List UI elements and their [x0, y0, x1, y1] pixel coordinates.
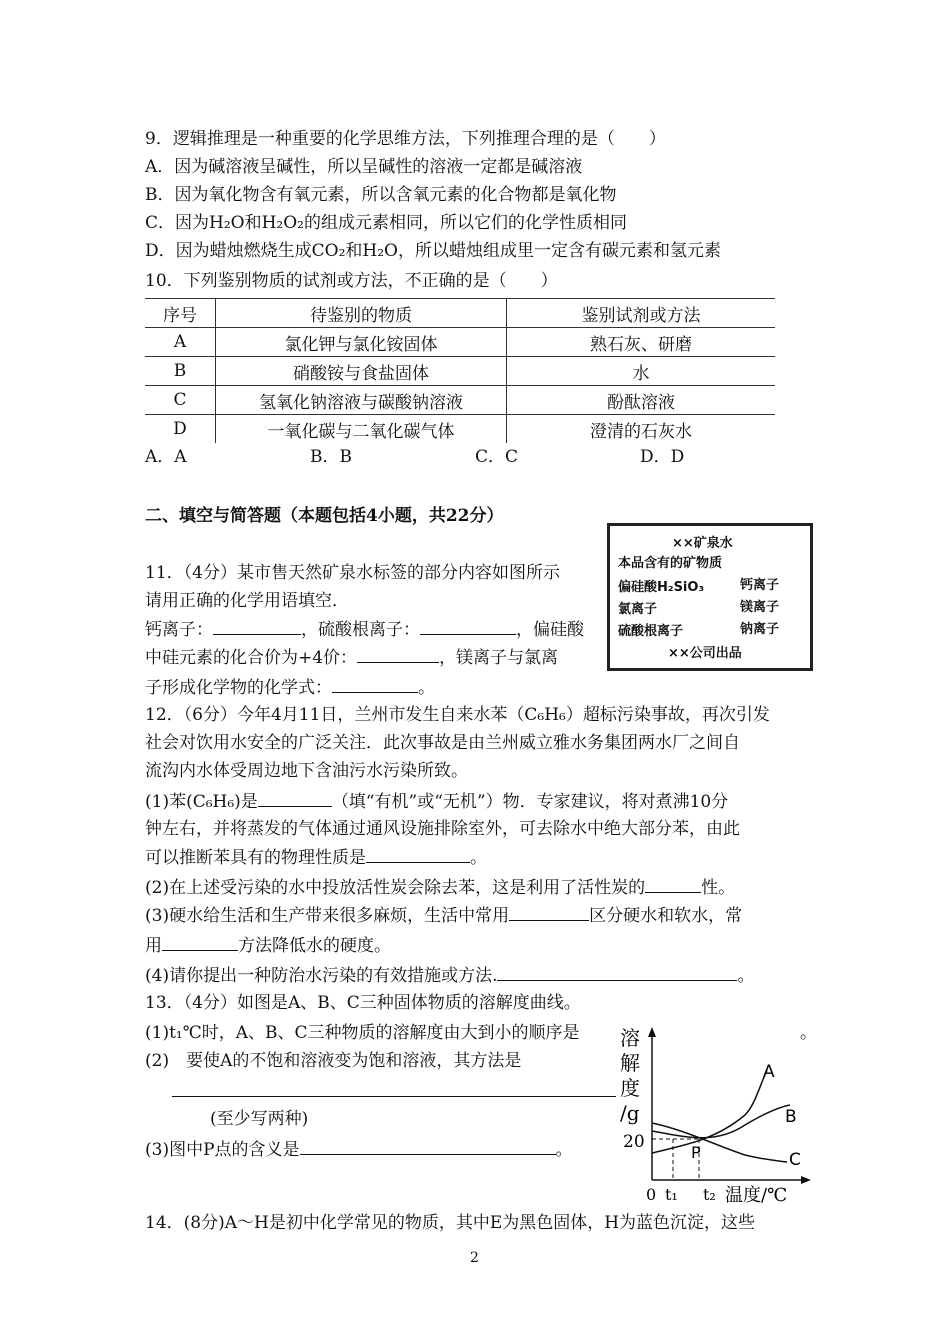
table-row [145, 357, 775, 386]
q10-table [145, 298, 775, 443]
label-footer: ××公司出品 [668, 646, 742, 661]
table-header: 待鉴别的物质 [216, 299, 507, 328]
text: (4)请你提出一种防治水污染的有效措施或方法. [145, 966, 498, 986]
page-number: 2 [470, 1250, 479, 1266]
answer-blank[interactable] [497, 964, 737, 981]
answer-blank[interactable] [213, 618, 301, 635]
q12-p1-line2: 钟左右，并将蒸发的气体通过通风设施排除室外，可去除水中绝大部分苯，由此 [145, 819, 740, 839]
table-cell: 硝酸铵与食盐固体 [216, 357, 507, 386]
text: 用 [145, 936, 162, 956]
answer-blank[interactable] [645, 876, 701, 893]
q10-option-c: C．C [475, 447, 519, 467]
q13-p1-end: 。 [800, 1023, 817, 1043]
q10-option-d: D．D [640, 447, 685, 467]
text: 中硅元素的化合价为+4价： [145, 648, 358, 668]
answer-blank[interactable] [258, 790, 332, 807]
text: 方法降低水的硬度。 [238, 936, 391, 956]
table-header: 序号 [145, 299, 216, 328]
t2-label: t₂ [703, 1185, 716, 1204]
table-cell: 氯化钾与氯化铵固体 [216, 328, 507, 357]
q12-p3-line1 [145, 904, 742, 927]
table-cell: 酚酞溶液 [507, 386, 776, 415]
text: 。 [555, 1140, 573, 1160]
text: (3)图中P点的含义是 [145, 1140, 300, 1160]
q14-line1: 14．(8分)A～H是初中化学常见的物质，其中E为黑色固体，H为蓝色沉淀，这些 [145, 1213, 756, 1233]
q11-line5 [145, 676, 435, 699]
q12-p1-line1 [145, 790, 728, 813]
text: 。 [470, 848, 487, 868]
text: 性。 [701, 878, 736, 898]
x-axis-label: 温度/℃ [725, 1185, 788, 1206]
text: 子形成化学物的化学式： [145, 678, 332, 698]
table-cell: 氢氧化钠溶液与碳酸钠溶液 [216, 386, 507, 415]
table-cell: 水 [507, 357, 776, 386]
curve-a-label: A [763, 1062, 775, 1082]
table-row [145, 328, 775, 357]
answer-blank[interactable] [420, 618, 516, 635]
text: 钙离子： [145, 620, 213, 640]
text: 区分硬水和软水，常 [589, 906, 743, 926]
q11-line2: 请用正确的化学用语填空． [145, 591, 349, 611]
y-axis-label: 度 [620, 1076, 640, 1100]
origin-label: 0 [646, 1185, 657, 1204]
q12-p1-line3 [145, 846, 487, 869]
table-header: 鉴别试剂或方法 [507, 299, 776, 328]
y-axis-arrow [648, 1027, 656, 1037]
curve-c [652, 1123, 787, 1162]
text: 可以推断苯具有的物理性质是 [145, 848, 366, 868]
table-cell: C [145, 386, 216, 415]
curve-c-label: C [789, 1150, 801, 1170]
q12-line2: 社会对饮用水安全的广泛关注．此次事故是由兰州威立雅水务集团两水厂之间自 [145, 733, 740, 753]
answer-blank[interactable] [332, 676, 418, 693]
q13-p2-note: (至少写两种) [210, 1109, 309, 1129]
label-title: ××矿泉水 [672, 536, 733, 551]
table-cell: A [145, 328, 216, 357]
answer-blank[interactable] [162, 934, 238, 951]
q9-option-d: D．因为蜡烛燃烧生成CO₂和H₂O，所以蜡烛组成里一定含有碳元素和氢元素 [145, 241, 721, 261]
curve-b [652, 1105, 790, 1138]
q12-p4 [145, 964, 754, 987]
text: 。 [737, 966, 755, 986]
label-item: 钙离子 [740, 578, 780, 593]
q9-option-c: C．因为H₂O和H₂O₂的组成元素相同，所以它们的化学性质相同 [145, 213, 627, 233]
table-row [145, 386, 775, 415]
text: ，硫酸根离子： [301, 620, 420, 640]
text: (1)苯(C₆H₆)是 [145, 792, 258, 812]
table-header-row [145, 299, 775, 328]
q12-line1: 12．（6分）今年4月11日，兰州市发生自来水苯（C₆H₆）超标污染事故，再次引发 [145, 705, 770, 725]
table-row [145, 415, 775, 444]
table-cell: 澄清的石灰水 [507, 415, 776, 444]
q10-option-b: B．B [310, 447, 352, 467]
q9-stem: 9．逻辑推理是一种重要的化学思维方法，下列推理合理的是（ ） [145, 129, 666, 149]
mineral-water-label [607, 523, 813, 671]
section-title: 二、填空与简答题（本题包括4小题，共22分） [145, 506, 504, 526]
t1-label: t₁ [665, 1185, 678, 1204]
y-axis-label: 溶 [620, 1026, 640, 1050]
curve-a [652, 1070, 767, 1153]
y-axis-label: /g [620, 1101, 640, 1125]
label-item: 镁离子 [740, 600, 780, 615]
label-item: 氯离子 [618, 602, 658, 617]
table-cell: D [145, 415, 216, 444]
q9-option-a: A．因为碱溶液呈碱性，所以呈碱性的溶液一定都是碱溶液 [145, 157, 583, 177]
q10-option-a: A．A [145, 447, 187, 467]
q13-p2: (2) 要使A的不饱和溶液变为饱和溶液，其方法是 [145, 1051, 522, 1071]
text: 。 [418, 678, 435, 698]
text: ，偏硅酸 [516, 620, 584, 640]
x-axis-arrow [801, 1176, 811, 1184]
text: (3)硬水给生活和生产带来很多麻烦，生活中常用 [145, 906, 510, 926]
q13-p3 [145, 1138, 573, 1161]
q12-line3: 流沟内水体受周边地下含油污水污染所致。 [145, 761, 468, 781]
text: （填“有机”或“无机”）物．专家建议，将对煮沸10分 [331, 792, 729, 812]
point-p-label: P [691, 1143, 701, 1162]
answer-blank[interactable] [509, 904, 589, 921]
q13-stem: 13．（4分）如图是A、B、C三种固体物质的溶解度曲线。 [145, 993, 581, 1013]
label-subtitle: 本品含有的矿物质 [618, 556, 723, 571]
y-axis-label: 解 [620, 1051, 640, 1075]
answer-blank[interactable] [300, 1138, 556, 1155]
text: (2)在上述受污染的水中投放活性炭会除去苯，这是利用了活性炭的 [145, 878, 646, 898]
label-item: 偏硅酸H₂SiO₃ [618, 580, 705, 595]
q11-line1: 11．（4分）某市售天然矿泉水标签的部分内容如图所示 [145, 563, 560, 583]
text: ，镁离子与氯离 [439, 648, 559, 668]
label-item: 钠离子 [740, 622, 780, 637]
table-cell: B [145, 357, 216, 386]
answer-blank[interactable] [357, 646, 439, 663]
q11-line3 [145, 618, 584, 641]
q9-option-b: B．因为氧化物含有氧元素，所以含氧元素的化合物都是氧化物 [145, 185, 617, 205]
table-cell: 一氧化碳与二氧化碳气体 [216, 415, 507, 444]
y-tick-20: 20 [623, 1132, 645, 1152]
q12-p2 [145, 876, 735, 899]
curve-b-label: B [785, 1107, 797, 1127]
q12-p3-line2 [145, 934, 391, 957]
answer-blank[interactable] [172, 1096, 616, 1097]
solubility-graph [615, 1025, 815, 1210]
answer-blank[interactable] [366, 846, 470, 863]
table-cell: 熟石灰、研磨 [507, 328, 776, 357]
label-item: 硫酸根离子 [618, 624, 684, 639]
text: (1)t₁℃时，A、B、C三种物质的溶解度由大到小的顺序是 [145, 1023, 580, 1043]
q11-line4 [145, 646, 558, 669]
q10-stem: 10．下列鉴别物质的试剂或方法，不正确的是（ ） [145, 271, 558, 291]
q13-p1 [145, 1022, 580, 1044]
